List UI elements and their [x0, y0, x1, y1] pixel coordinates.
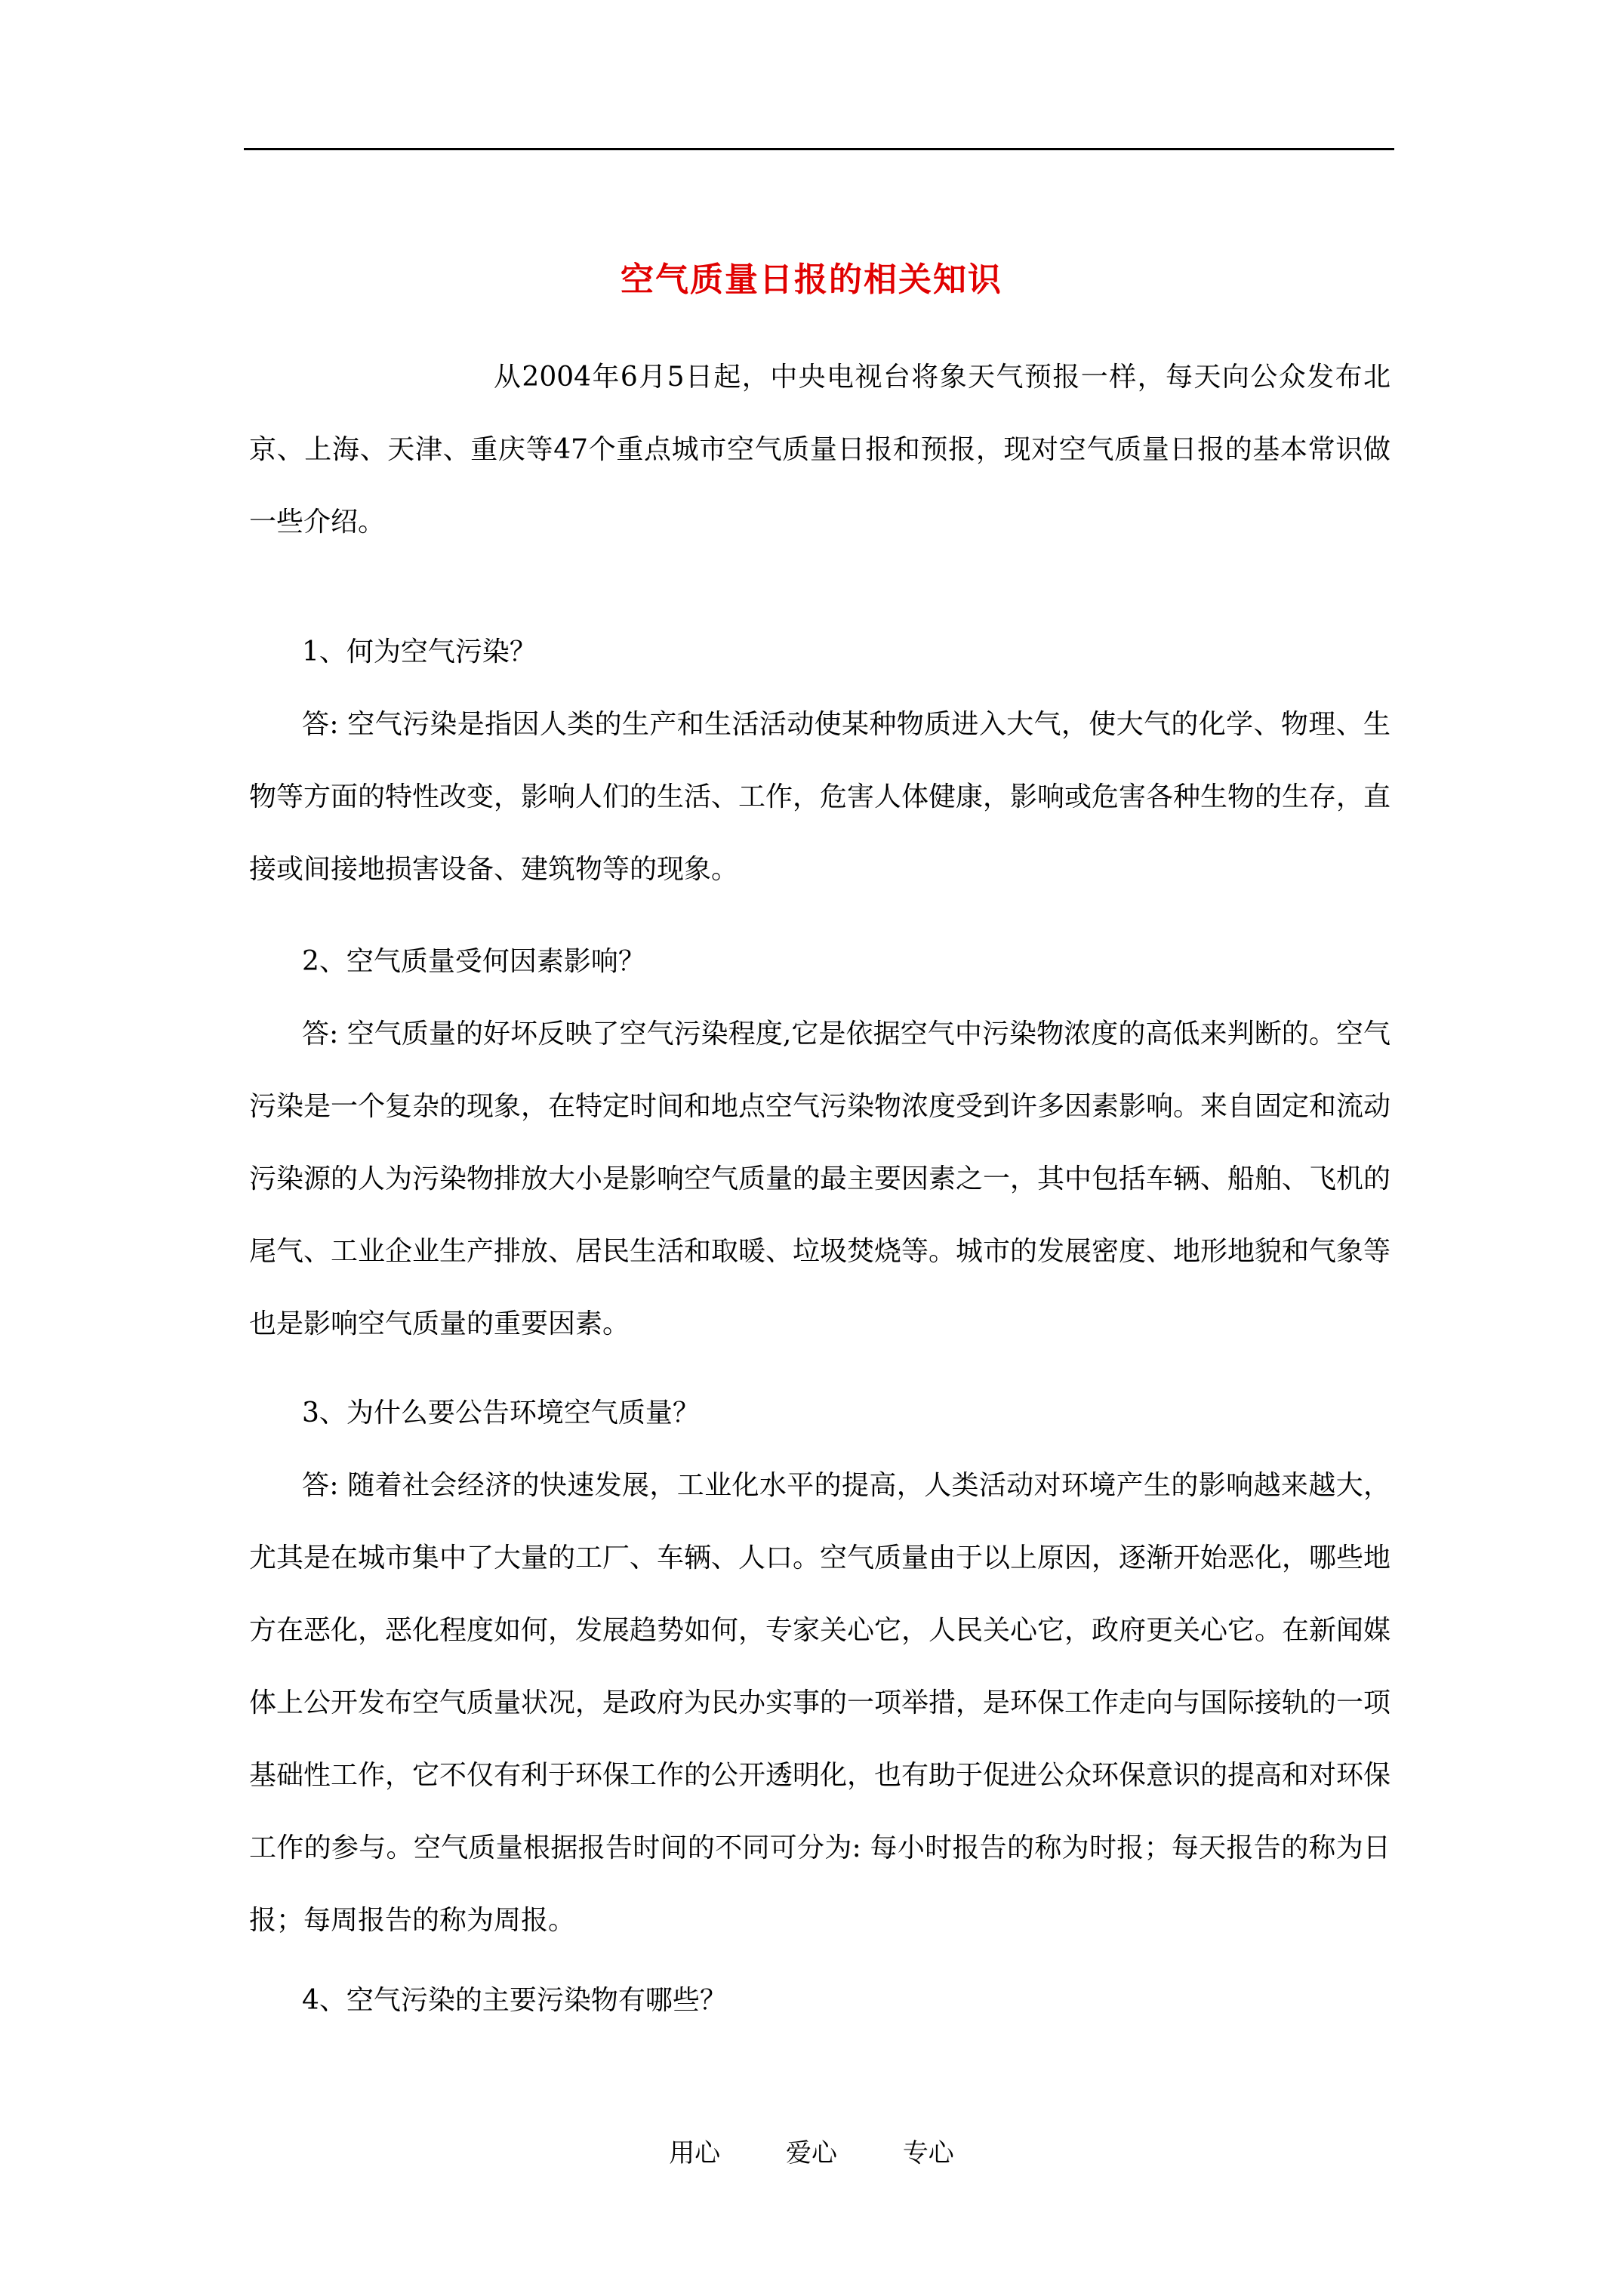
footer-word-1: 用心	[669, 2138, 721, 2168]
answer-2: 答: 空气质量的好坏反映了空气污染程度,它是依据空气中污染物浓度的高低来判断的。空气污染是一个复杂的现象，在特定时间和地点空气污染物浓度受到许多因素影响。来自固定和流动污染源的人为污染物排放大小是影响空气质量的最主要因素之一，其中包括车辆、船舶、飞机的尾气、工业企业生产排放、居民生活和取暖、垃圾焚烧等。城市的发展密度、地形地貌和气象等也是影响空气质量的重要因素。	[249, 1019, 1391, 1339]
document-title: 空气质量日报的相关知识	[621, 260, 1002, 299]
answer-1: 答: 空气污染是指因人类的生产和生活活动使某种物质进入大气，使大气的化学、物理、生物等方面的特性改变，影响人们的生活、工作，危害人体健康，影响或危害各种生物的生存，直接或间接地损害设备、建筑物等的现象。	[249, 709, 1391, 885]
footer-word-3: 专心	[902, 2138, 954, 2168]
question-4: 4、空气污染的主要污染物有哪些？	[302, 1985, 727, 2016]
question-3: 3、为什么要公告环境空气质量？	[302, 1398, 700, 1428]
question-2: 2、空气质量受何因素影响？	[302, 946, 645, 977]
footer-word-2: 爱心	[786, 2138, 837, 2168]
header-rule	[244, 148, 1394, 150]
page-footer	[0, 2132, 1623, 2169]
question-1: 1、何为空气污染？	[302, 636, 537, 667]
answer-3: 答: 随着社会经济的快速发展，工业化水平的提高，人类活动对环境产生的影响越来越大，尤其是在城市集中了大量的工厂、车辆、人口。空气质量由于以上原因，逐渐开始恶化，哪些地方在恶化，恶化程度如何，发展趋势如何，专家关心它，人民关心它，政府更关心它。在新闻媒体上公开发布空气质量状况，是政府为民办实事的一项举措，是环保工作走向与国际接轨的一项基础性工作，它不仅有利于环保工作的公开透明化，也有助于促进公众环保意识的提高和对环保工作的参与。空气质量根据报告时间的不同可分为: 每小时报告的称为时报；每天报告的称为日报；每周报告的称为周报。	[249, 1470, 1391, 1936]
intro-paragraph: 从2004年6月5日起，中央电视台将象天气预报一样，每天向公众发布北京、上海、天津、重庆等47个重点城市空气质量日报和预报，现对空气质量日报的基本常识做一些介绍。	[249, 362, 1390, 538]
